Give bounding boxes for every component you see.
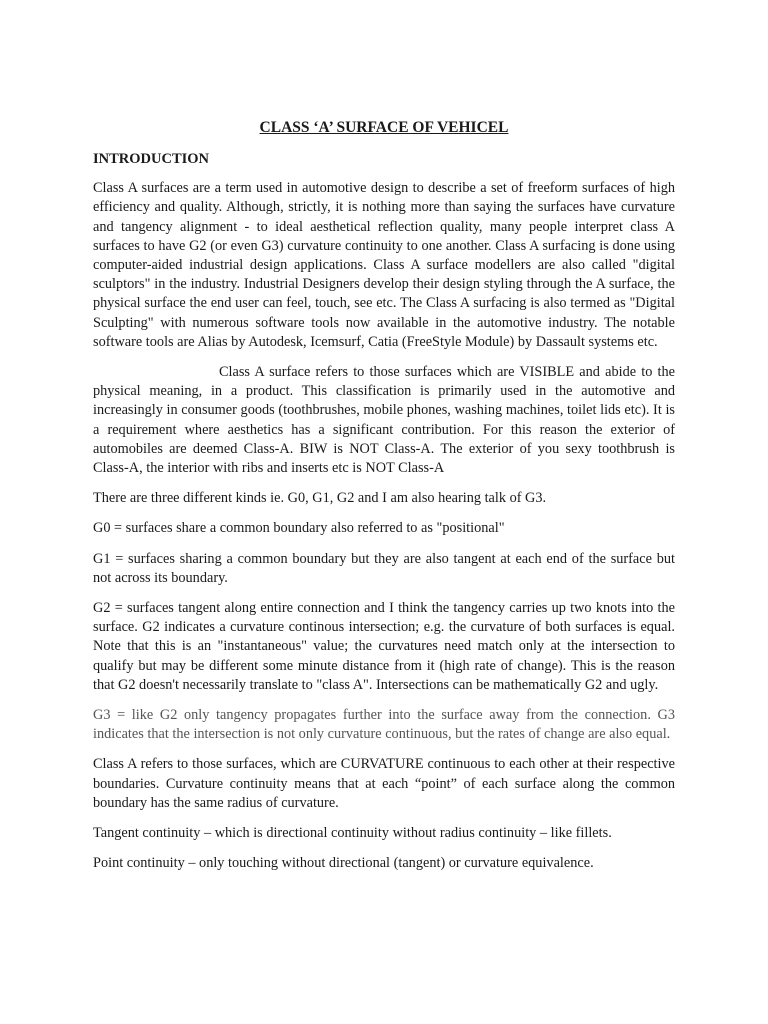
paragraph-g3: G3 = like G2 only tangency propagates further into the surface away from the connection. G3 indicates that the intersection is not only curvature continuous, but the rates of change are also equal. — [93, 707, 675, 743]
paragraph-g1: G1 = surfaces sharing a common boundary but they are also tangent at each end of the surface but not across its boundary. — [93, 550, 675, 586]
document-page — [93, 118, 675, 885]
paragraph-g2: G2 = surfaces tangent along entire connection and I think the tangency carries up two knots into the surface. G2 indicates a curvature continous intersection; e.g. the curvature of both surfaces is equal. Note that this is an "instantaneous" value; the curvatures need match only at the intersection to qualify but may be different some minute distance from it (high rate of change). This is the reason that G2 doesn't necessarily translate to "class A". Intersections can be mathematically G2 and ugly. — [93, 600, 675, 693]
paragraph-curvature-continuous: Class A refers to those surfaces, which are CURVATURE continuous to each other at their respective boundaries. Curvature continuity means that at each “point” of each surface along the common boundary has the same radius of curvature. — [93, 756, 675, 811]
paragraph-intro: Class A surfaces are a term used in automotive design to describe a set of freeform surfaces of high efficiency and quality. Although, strictly, it is nothing more than saying the surfaces have curvature and tangency alignment - to ideal aesthetical reflection quality, many people interpret class A surfaces to have G2 (or even G3) curvature continuity to one another. Class A surfacing is done using computer-aided industrial design applications. Class A surface modellers are also called "digital sculptors" in the industry. Industrial Designers develop their design styling through the A surface, the physical surface the end user can feel, touch, see etc. The Class A surfacing is also termed as "Digital Sculpting" with numerous software tools now available in the automotive industry. The notable software tools are Alias by Autodesk, Icemsurf, Catia (FreeStyle Module) by Dassault systems etc. — [93, 180, 675, 350]
paragraph-class-a-visible: Class A surface refers to those surfaces which are VISIBLE and abide to the physical meaning, in a product. This classification is primarily used in the automotive and increasingly in consumer goods (toothbrushes, mobile phones, washing machines, toilet lids etc). It is a requirement where aesthetics has a significant contribution. For this reason the exterior of automobiles are deemed Class-A. BIW is NOT Class-A. The exterior of you sexy toothbrush is Class-A, the interior with ribs and inserts etc is NOT Class-A — [93, 364, 675, 477]
paragraph-point-continuity: Point continuity – only touching without directional (tangent) or curvature equivalence. — [93, 855, 594, 872]
document-title: CLASS ‘A’ SURFACE OF VEHICEL — [259, 119, 509, 136]
paragraph-tangent-continuity: Tangent continuity – which is directional continuity without radius continuity – like fillets. — [93, 825, 612, 842]
paragraph-three-kinds: There are three different kinds ie. G0, G1, G2 and I am also hearing talk of G3. — [93, 490, 547, 507]
section-heading-introduction: INTRODUCTION — [93, 151, 210, 167]
paragraph-g0: G0 = surfaces share a common boundary also referred to as "positional" — [93, 520, 505, 537]
